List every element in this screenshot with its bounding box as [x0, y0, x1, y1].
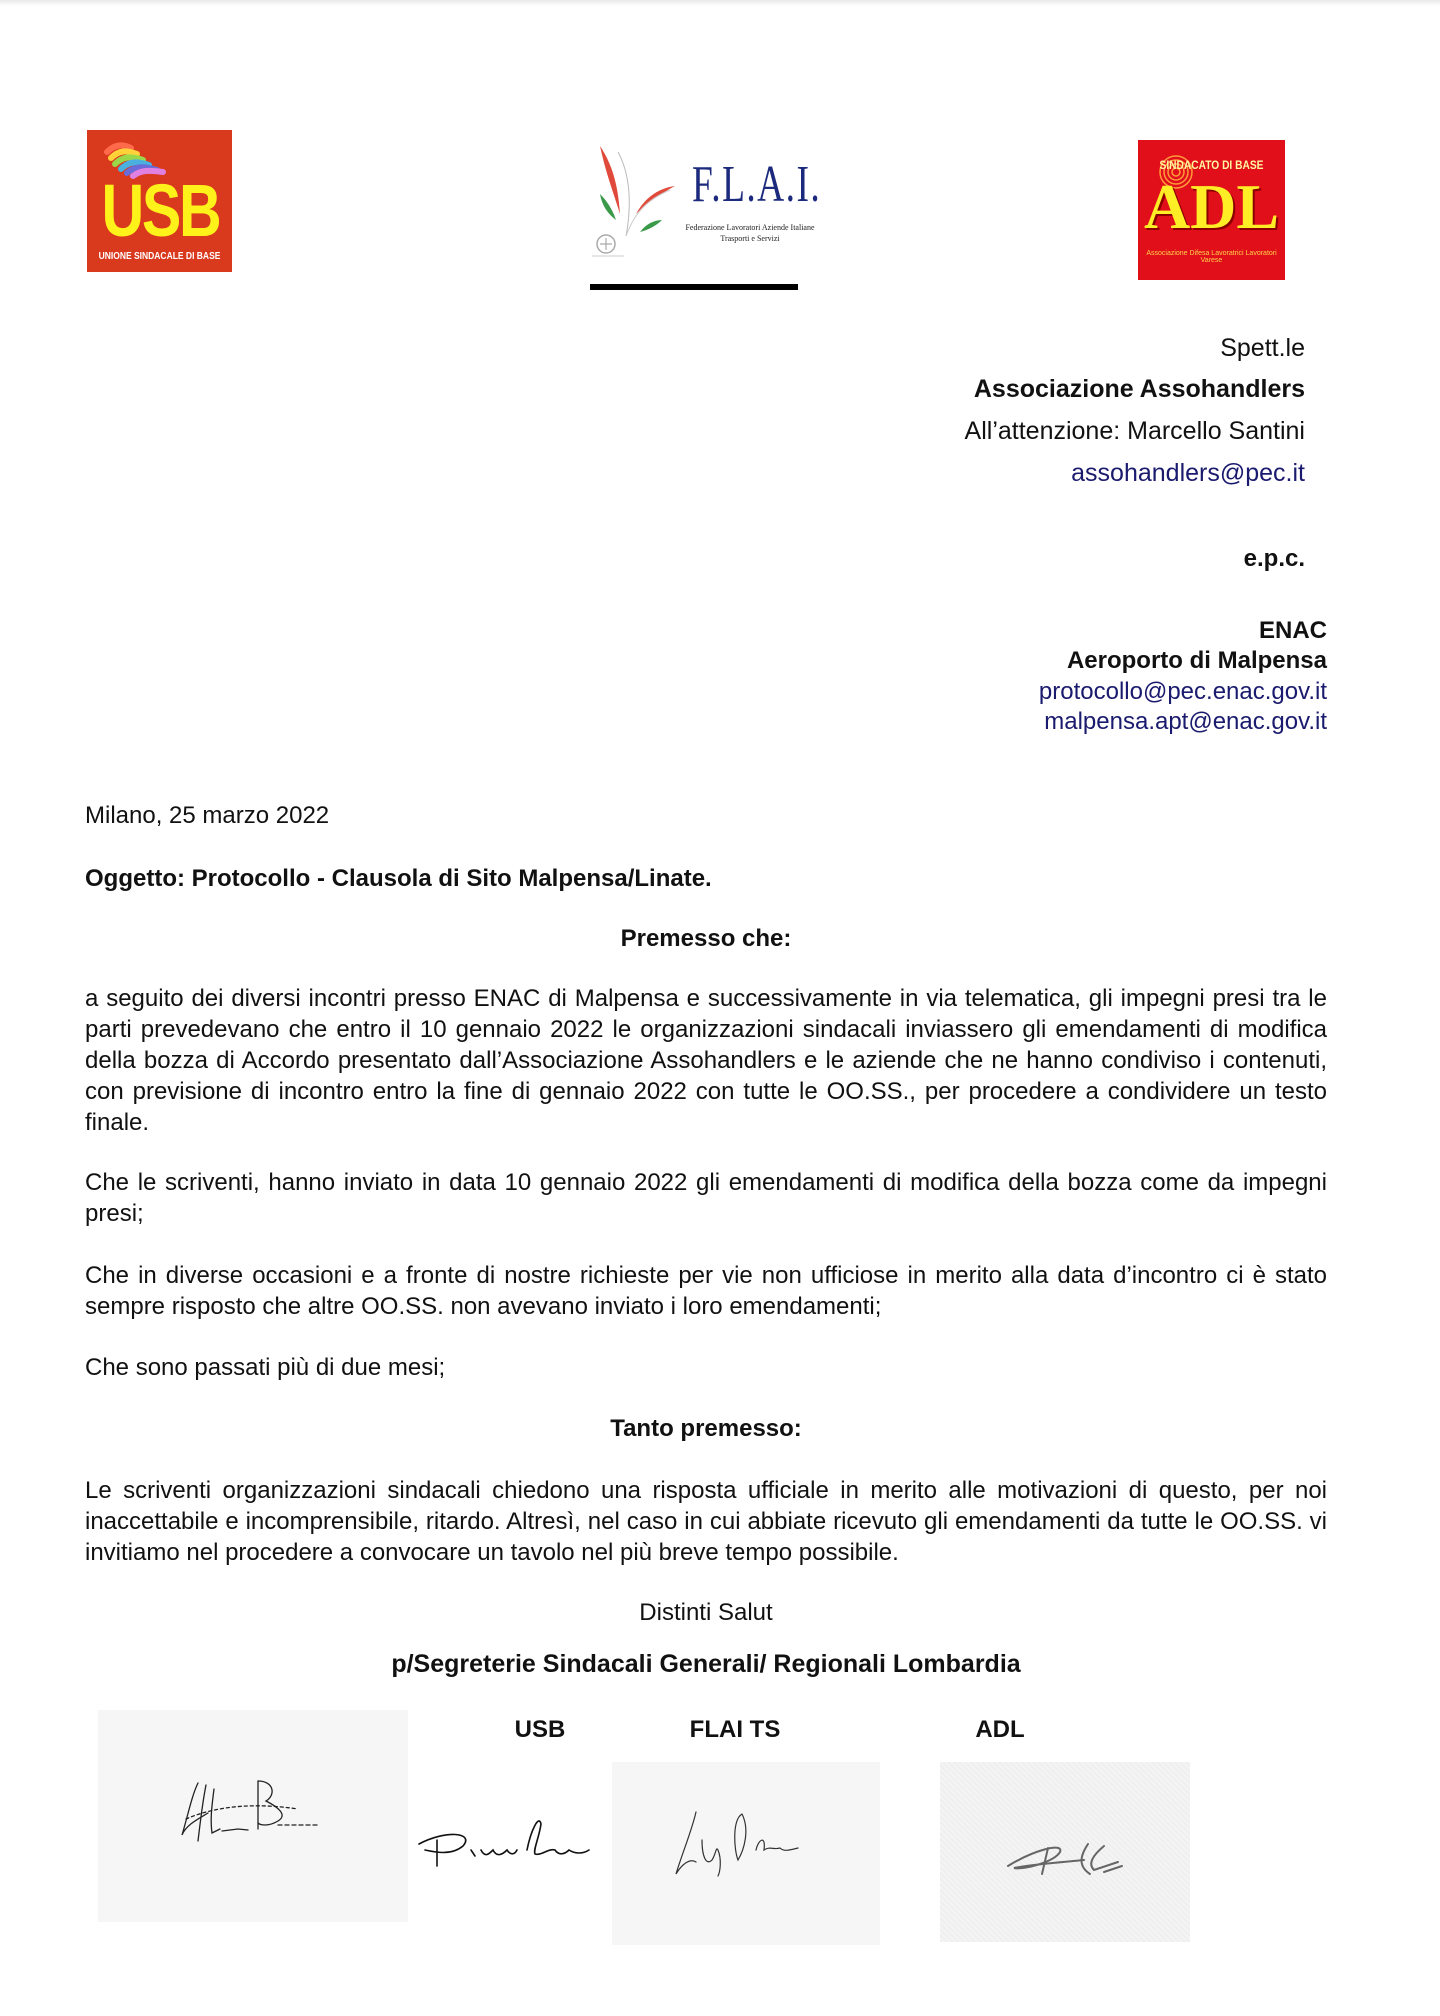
- conclusion-heading: Tanto premesso:: [610, 1415, 802, 1442]
- conclusion-paragraph: Le scriventi organizzazioni sindacali chiedono una risposta ufficiale in merito alle motivazioni di questo, per noi inaccettabile e incomprensibile, ritardo. Altresì, nel caso in cui abbiate ricevuto gli emendamenti da tutte le OO.SS. vi invitiamo nel procedere a convocare un tavolo nel più breve tempo possibile.: [85, 1477, 1327, 1566]
- handwritten-signature-icon: [178, 1775, 328, 1845]
- page-top-edge: [0, 0, 1440, 6]
- subject-line: Oggetto: Protocollo - Clausola di Sito Malpensa/Linate.: [85, 865, 712, 892]
- flai-logo-subtitle: [685, 222, 815, 244]
- premise-heading: Premesso che:: [620, 925, 792, 952]
- flai-underline-bar: [590, 284, 798, 290]
- recipient-email-link[interactable]: assohandlers@pec.it: [1071, 459, 1305, 487]
- adl-logo-subtitle: Associazione Difesa Lavoratrici Lavoratori Varese: [1146, 250, 1277, 264]
- signatory-line: p/Segreterie Sindacali Generali/ Regionali Lombardia: [391, 1650, 1021, 1678]
- adl-logo: [1138, 140, 1285, 280]
- signature-label-usb: USB: [514, 1716, 566, 1743]
- cc-email-link-2[interactable]: malpensa.apt@enac.gov.it: [1044, 708, 1327, 735]
- flai-subtitle-line1: Federazione Lavoratori Aziende Italiane: [685, 223, 815, 232]
- recipient-salutation: Spett.le: [1220, 334, 1305, 362]
- premise-paragraph: Che sono passati più di due mesi;: [85, 1354, 446, 1381]
- cc-location: Aeroporto di Malpensa: [1066, 647, 1327, 674]
- handwritten-signature-icon: [415, 1810, 595, 1870]
- signature-label-flai: FLAI TS: [689, 1716, 781, 1743]
- cc-label: e.p.c.: [1243, 545, 1305, 572]
- tricolor-wings-icon: [590, 144, 690, 259]
- premise-paragraph: a seguito dei diversi incontri presso ENAC di Malpensa e successivamente in via telematica, gli impegni presi tra le parti prevedevano che entro il 10 gennaio 2022 le organizzazioni sindacali inviassero gli emendamenti di modifica della bozza di Accordo presentato dall’Associazione Assohandlers e le aziende che ne hanno condiviso i contenuti, con previsione di incontro entro la fine di gennaio 2022 con tutte le OO.SS., per procedere a condividere un testo finale.: [85, 985, 1327, 1136]
- adl-logo-top-text: SINDACATO DI BASE: [1159, 158, 1264, 172]
- closing-greeting: Distinti Salut: [639, 1599, 773, 1626]
- handwritten-signature-icon: [1004, 1840, 1134, 1880]
- recipient-organization: Associazione Assohandlers: [973, 375, 1305, 403]
- premise-paragraph: Che in diverse occasioni e a fronte di nostre richieste per vie non ufficiose in merito alla data d’incontro ci è stato sempre risposto che altre OO.SS. non avevano inviato i loro emendamenti;: [85, 1262, 1327, 1320]
- signature-label-adl: ADL: [975, 1716, 1025, 1743]
- usb-logo-text: USB: [101, 169, 220, 252]
- signature-image: [612, 1762, 880, 1945]
- flai-logo: [590, 140, 822, 295]
- recipient-attention: All’attenzione: Marcello Santini: [964, 417, 1305, 445]
- cc-email-link-1[interactable]: protocollo@pec.enac.gov.it: [1038, 678, 1327, 705]
- usb-logo-subtitle: UNIONE SINDACALE DI BASE: [98, 251, 221, 262]
- flai-subtitle-line2: Trasporti e Servizi: [720, 234, 780, 243]
- usb-logo: [87, 130, 232, 272]
- flai-logo-text: F.L.A.I.: [692, 156, 822, 213]
- premise-paragraph: Che le scriventi, hanno inviato in data 10 gennaio 2022 gli emendamenti di modifica della bozza come da impegni presi;: [85, 1169, 1327, 1227]
- signature-image: [940, 1762, 1190, 1942]
- adl-logo-text: ADL: [1143, 171, 1280, 242]
- place-date: Milano, 25 marzo 2022: [85, 802, 330, 829]
- handwritten-signature-icon: [672, 1810, 812, 1880]
- cc-organization: ENAC: [1258, 617, 1327, 644]
- signature-image: [98, 1710, 408, 1922]
